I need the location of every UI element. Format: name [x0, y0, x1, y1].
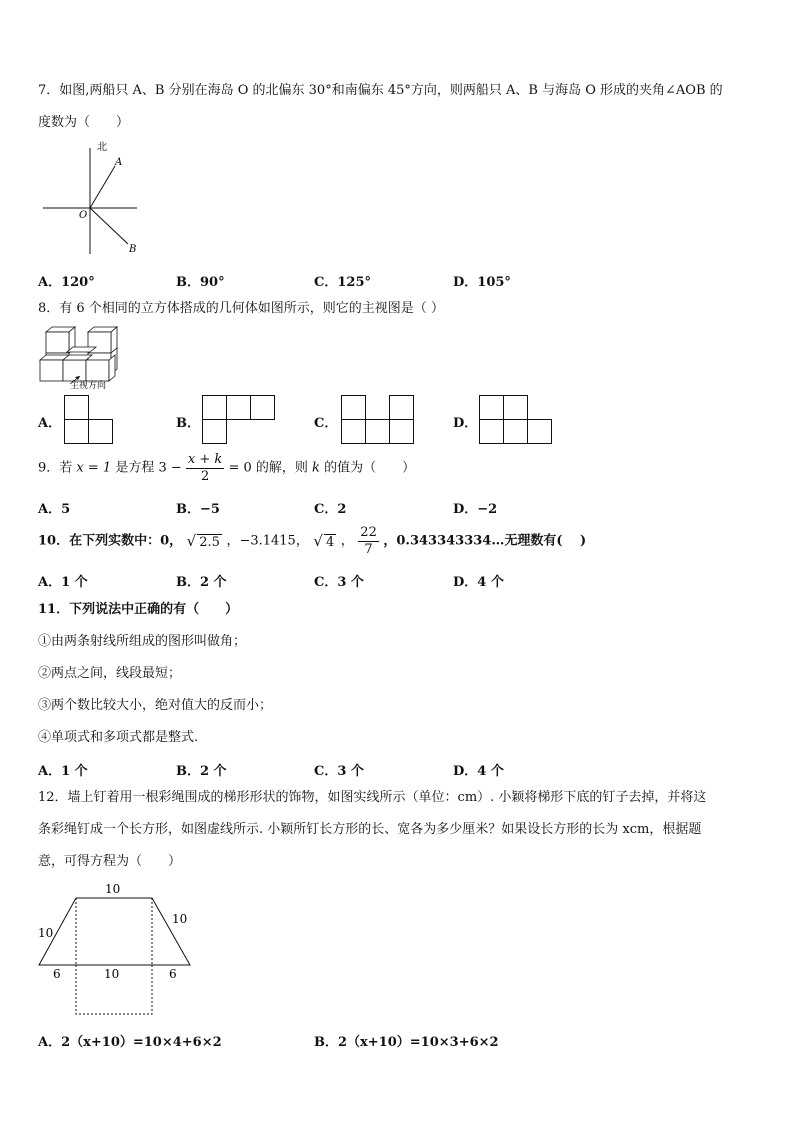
q7-ray-a	[90, 166, 115, 208]
q11-item-2: ②两点之间，线段最短；	[38, 666, 182, 681]
q11-option-d: D．4 个	[453, 764, 504, 779]
q8-option-d-label: D．	[453, 416, 478, 431]
q9-stem-end: 的值为（ ）	[324, 460, 416, 476]
q10-sqrt-2-5: 2.5	[199, 534, 220, 550]
q11-option-b: B．2 个	[176, 764, 227, 779]
q8-option-a-label: A．	[38, 416, 62, 431]
q12-trapezoid	[39, 898, 190, 965]
q9-fraction	[186, 452, 224, 485]
q12-label-right: 10	[172, 912, 188, 926]
q9-eq-zero: = 0	[228, 460, 252, 476]
q10-option-b: B．2 个	[176, 575, 227, 590]
q7-option-d: D．105°	[453, 275, 511, 290]
q10-fraction-denominator: 7	[364, 542, 373, 557]
q8-view-label: 主视方向	[70, 381, 107, 390]
q10-sep2: ，	[340, 533, 354, 549]
q12-label-bottom-left: 6	[53, 967, 61, 981]
q7-option-c: C．125°	[314, 275, 371, 290]
q7-label-b: B	[129, 244, 137, 255]
q12-stem-line2: 条彩绳钉成一个长方形，如图虚线所示. 小颖所钉长方形的长、宽各为多少厘米？如果设长方形的长为 xcm，根据题	[38, 822, 702, 837]
q12-stem-line3: 意，可得方程为（ ）	[38, 854, 182, 869]
q7-ray-b	[90, 208, 128, 244]
q10-stem-post: ，0.343343334…无理数有( )	[383, 533, 587, 549]
q10-option-d: D．4 个	[453, 575, 504, 590]
q8-option-a-view	[64, 395, 114, 445]
q9-stem-pre: 9．若	[38, 460, 73, 476]
q11-item-3: ③两个数比较大小，绝对值大的反而小；	[38, 698, 273, 713]
q9-stem	[38, 452, 415, 485]
q9-option-b: B．−5	[176, 502, 220, 517]
q12-label-top: 10	[105, 882, 121, 896]
q10-stem-pre: 10．在下列实数中：0，	[38, 533, 183, 549]
q12-stem-line1: 12．墙上钉着用一根彩绳围成的梯形形状的饰物，如图实线所示（单位：cm）. 小颖将梯形下底的钉子去掉，并将这	[38, 790, 707, 805]
q7-north-label: 北	[97, 142, 107, 153]
q9-k: k	[312, 460, 320, 476]
q12-label-bottom-middle: 10	[104, 967, 120, 981]
q12-option-a: A．2（x+10）=10×4+6×2	[38, 1035, 222, 1050]
q8-option-c-label: C．	[314, 416, 338, 431]
q9-option-a: A．5	[38, 502, 71, 517]
q8-option-b-view	[202, 395, 276, 445]
q12-option-b: B．2（x+10）=10×3+6×2	[314, 1035, 499, 1050]
q7-option-a: A．120°	[38, 275, 95, 290]
q7-figure	[40, 140, 150, 260]
q11-item-4: ④单项式和多项式都是整式.	[38, 730, 199, 745]
q9-option-c: C．2	[314, 502, 347, 517]
q7-option-b: B．90°	[176, 275, 225, 290]
q11-option-c: C．3 个	[314, 764, 364, 779]
q7-label-a: A	[115, 157, 123, 168]
q7-stem-line1: 7．如图,两船只 A、B 分别在海岛 O 的北偏东 30°和南偏东 45°方向，则两船只 A、B 与海岛 O 形成的夹角∠AOB 的	[38, 83, 723, 98]
q9-stem-post: 的解，则	[255, 460, 308, 476]
q10-option-a: A．1 个	[38, 575, 88, 590]
q10-sqrt-4: 4	[325, 534, 335, 550]
q11-item-1: ①由两条射线所组成的图形叫做角；	[38, 634, 247, 649]
q12-figure	[30, 880, 205, 1020]
q9-eq-three: 3 −	[158, 460, 182, 476]
q7-stem-line2: 度数为（ ）	[38, 115, 130, 130]
q12-label-left: 10	[38, 926, 54, 940]
q9-stem-mid: 是方程	[115, 460, 155, 476]
q8-option-d-view	[479, 395, 553, 445]
q9-fraction-numerator: x + k	[187, 452, 223, 467]
q8-solid-figure	[38, 326, 124, 390]
q8-stem: 8．有 6 个相同的立方体搭成的几何体如图所示，则它的主视图是（ ）	[38, 301, 444, 316]
q8-option-b-label: B．	[176, 416, 200, 431]
q10-option-c: C．3 个	[314, 575, 364, 590]
q10-fraction	[358, 525, 379, 558]
q10-stem: 10．在下列实数中：0， √ 2.5 ，−3.1415， √ 4 ， $\frac{22}{7}$ ，0.343343334…无理数有( )	[38, 525, 587, 557]
q10-sep1: ，−3.1415，	[226, 533, 309, 549]
q10-fraction-numerator: 22	[360, 525, 377, 540]
q7-label-o: O	[79, 210, 88, 221]
q8-option-c-view	[341, 395, 415, 445]
q9-fraction-denominator: 2	[200, 469, 210, 484]
q9-option-d: D．−2	[453, 502, 498, 517]
q11-stem: 11．下列说法中正确的有（ ）	[38, 602, 239, 617]
q11-option-a: A．1 个	[38, 764, 88, 779]
q9-x-equals: x = 1	[76, 460, 112, 476]
q12-label-bottom-right: 6	[169, 967, 177, 981]
